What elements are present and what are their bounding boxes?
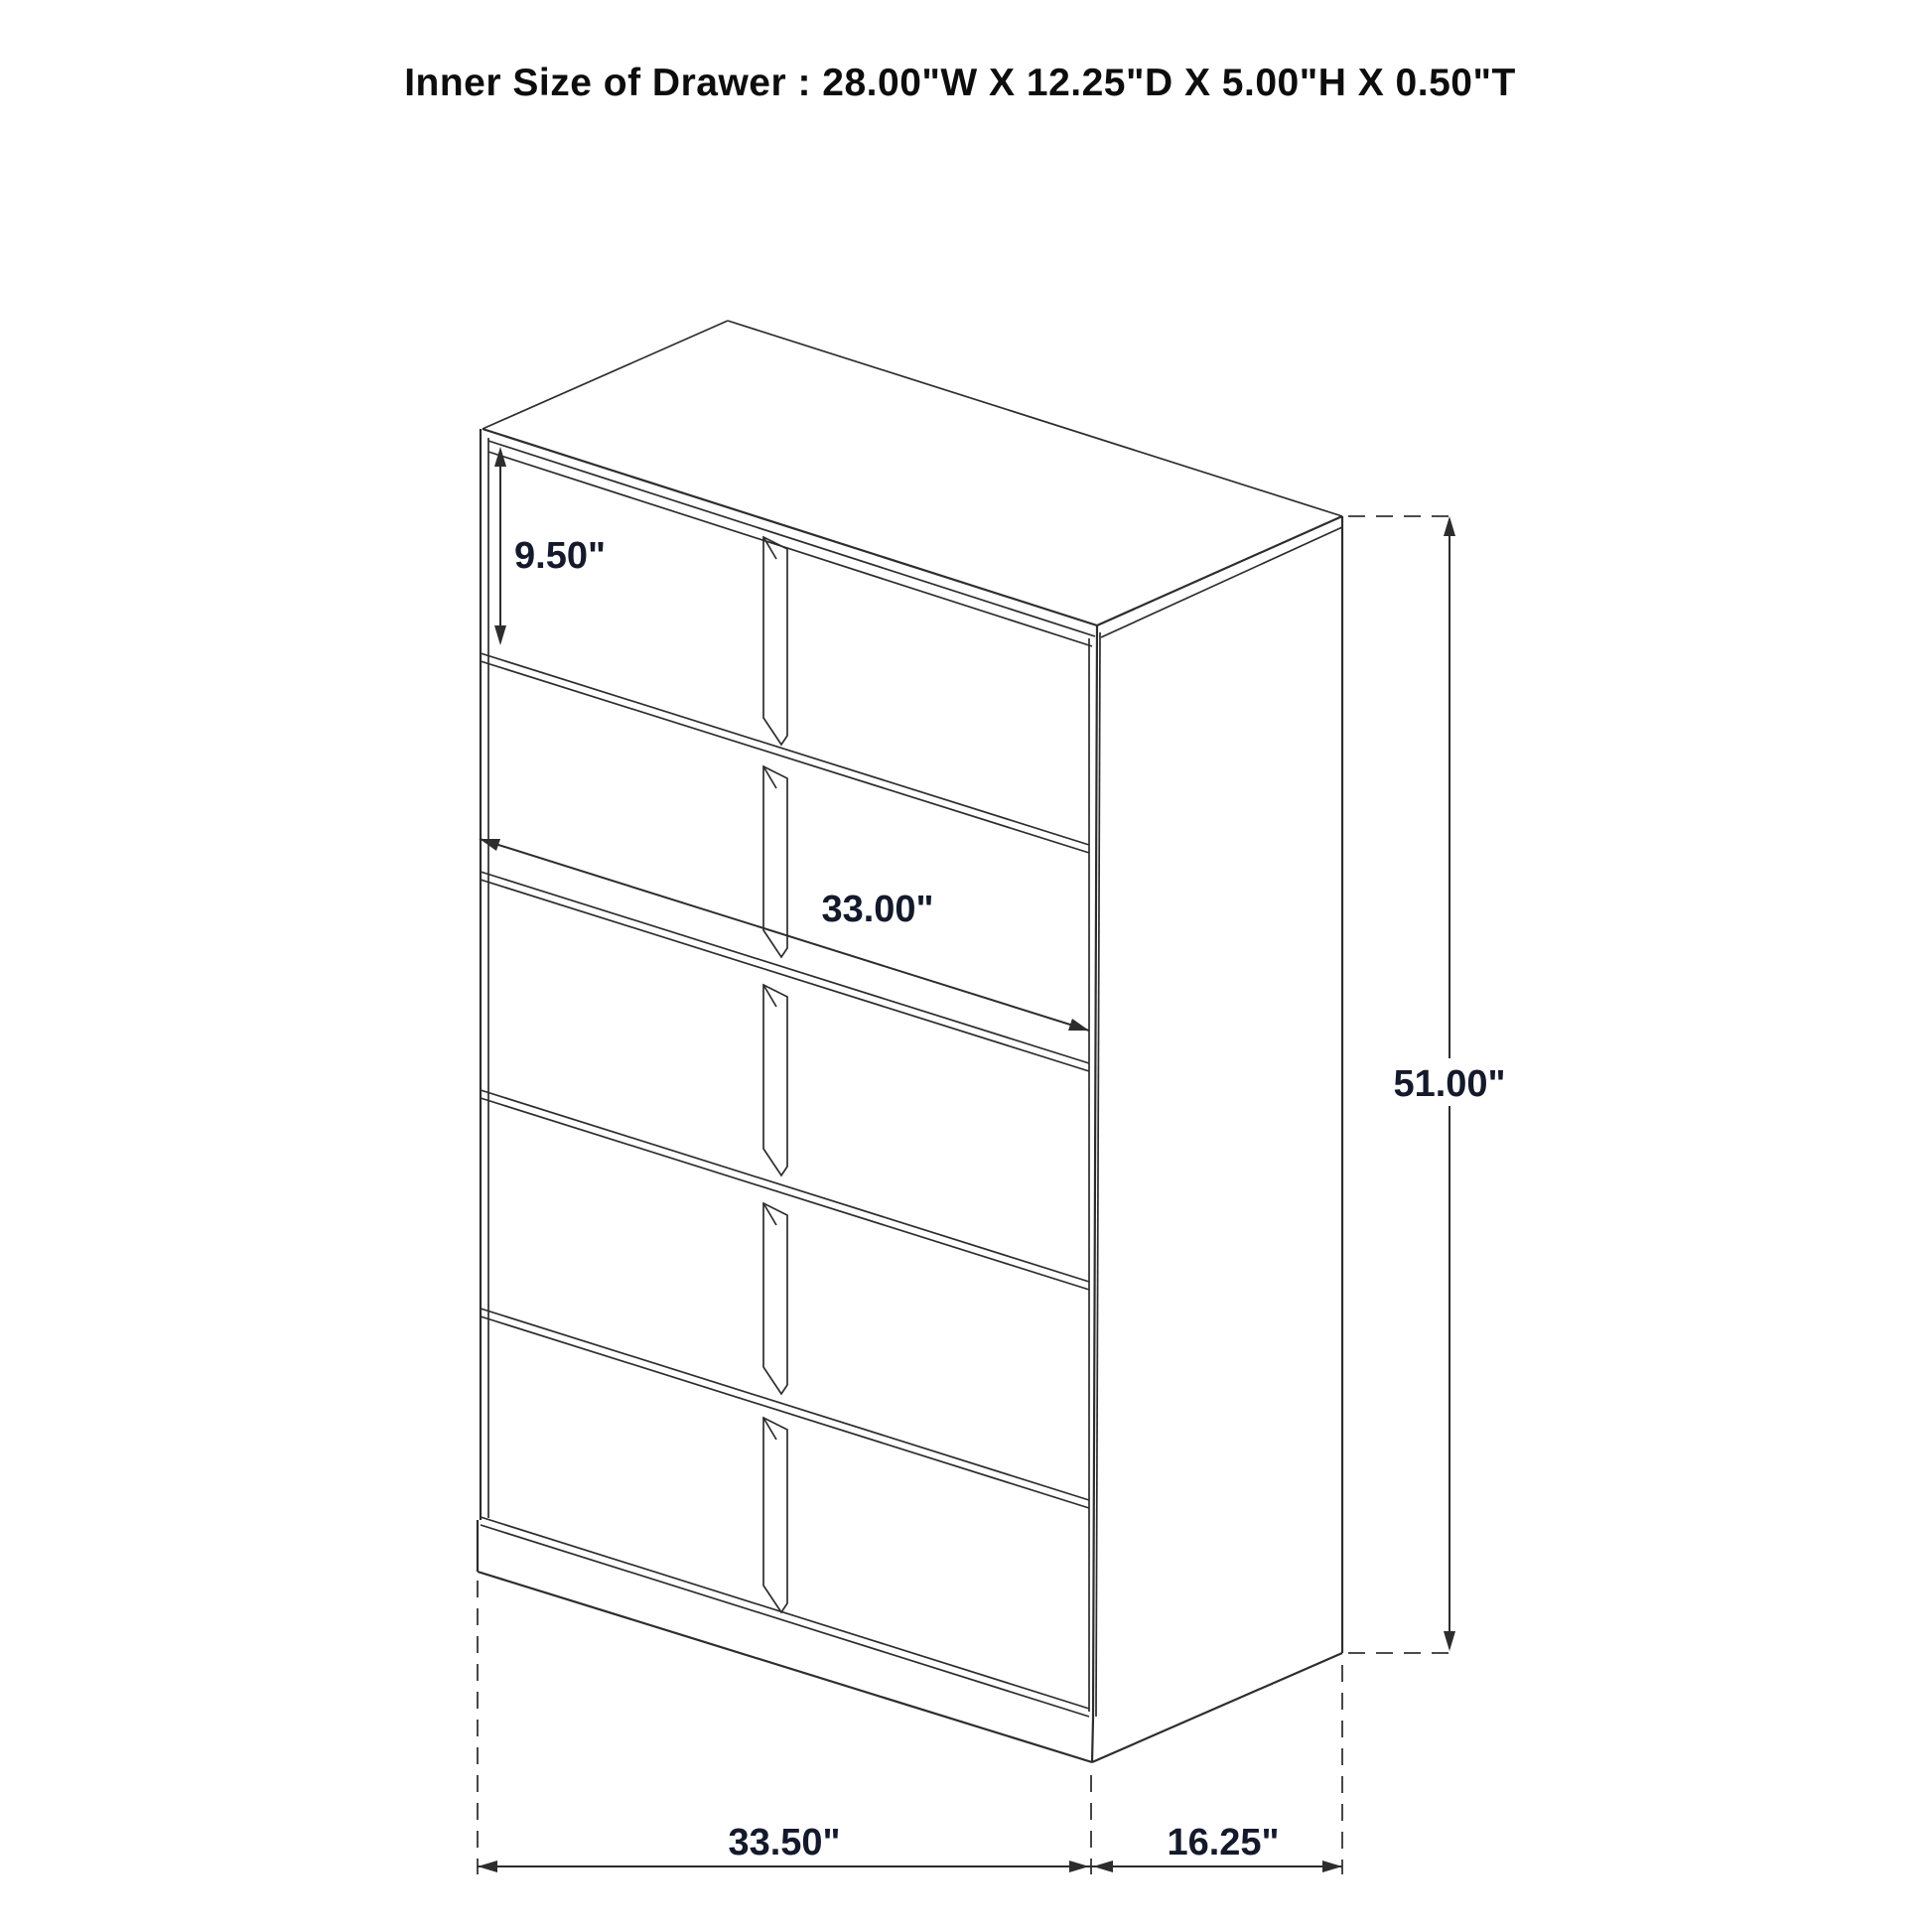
drawer-handles [763, 537, 787, 1612]
drawer-handle-icon [763, 537, 787, 745]
dim-label-overall-height: 51.00" [1393, 1063, 1506, 1105]
drawer-separations [481, 653, 1089, 1717]
drawer-handle-icon [763, 1203, 787, 1394]
dim-overall-width-and-depth [478, 1581, 1342, 1874]
drawer-handle-icon [763, 1418, 787, 1612]
dim-label-overall-depth: 16.25" [1167, 1822, 1280, 1863]
dim-label-drawer-height: 9.50" [514, 535, 606, 577]
dim-label-overall-width: 33.50" [728, 1822, 841, 1863]
cabinet-top-face [483, 321, 1342, 646]
cabinet-side-face [1092, 516, 1342, 1762]
dim-overall-height [1348, 516, 1521, 1653]
dim-label-front-width: 33.00" [821, 889, 934, 930]
dim-front-width [480, 839, 1089, 1031]
drawer-handle-icon [763, 985, 787, 1175]
cabinet-front-face [478, 429, 1100, 1762]
diagram-title: Inner Size of Drawer : 28.00"W X 12.25"D X 5.00"H X 0.50"T [404, 62, 1516, 104]
dim-drawer-height [494, 447, 606, 645]
